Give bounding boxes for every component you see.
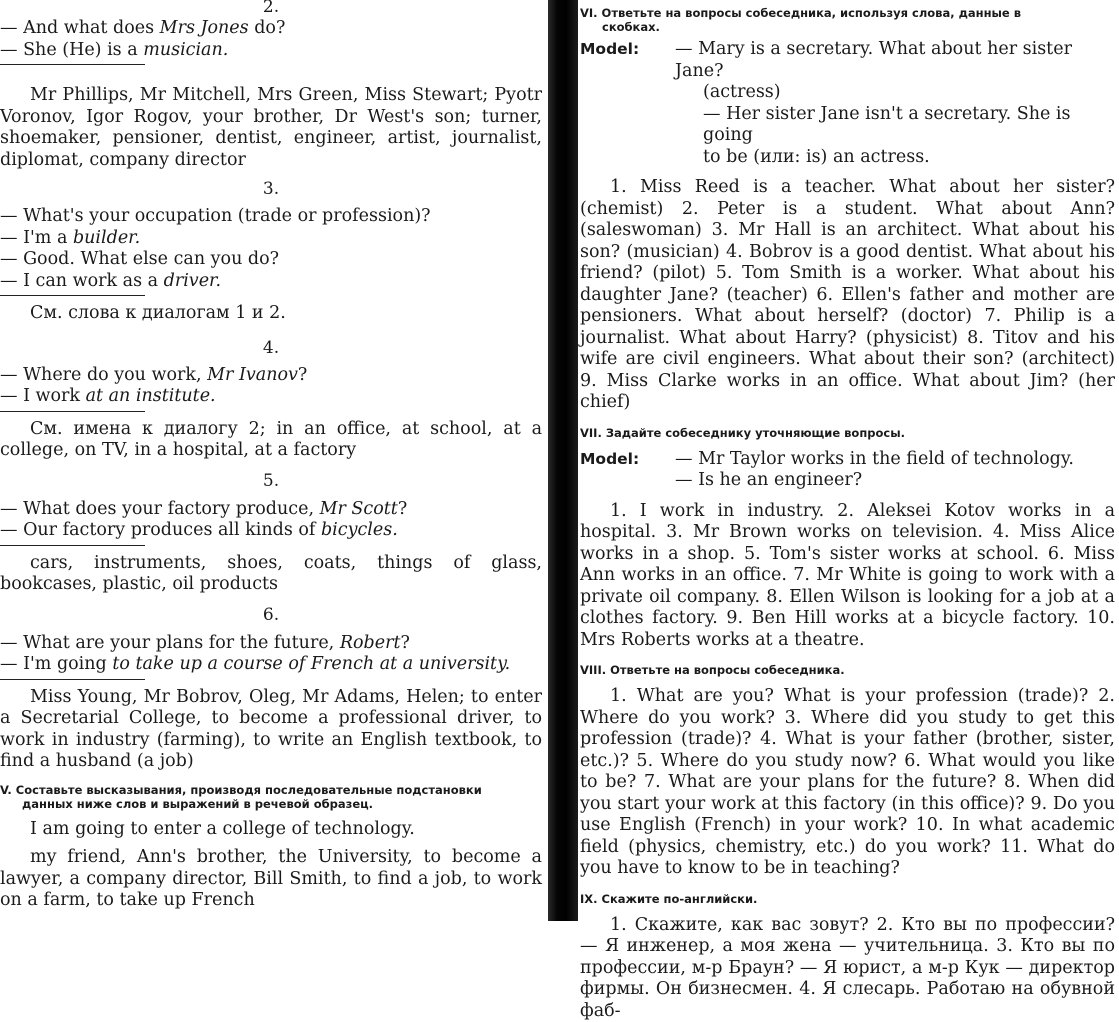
dialogue-text: — Our factory produces all kinds of — [0, 520, 321, 540]
dialogue-text: ? — [400, 633, 409, 653]
model-line: — Mary is a secretary. What about her sister Jane? — [675, 39, 1115, 82]
dialogue-3-line: — Good. What else can you do? — [0, 249, 542, 271]
exercise-6-title — [580, 6, 1115, 34]
dialogue-3-substitutions: См. слова к диалогам 1 и 2. — [0, 303, 542, 325]
dialogue-4-line — [0, 365, 542, 387]
dialogue-4-substitutions: См. имена к диалогу 2; in an office, at school, at a college, on TV, in a hospital, at a factory — [0, 419, 542, 462]
dialogue-2-substitutions: Mr Phillips, Mr Mitchell, Mrs Green, Miss Stewart; Pyotr Voronov, Igor Rogov, your brother, Dr West's son; turner, shoemaker, pensioner, dentist, engineer, artist, journalist, diplomat, company director — [0, 85, 542, 171]
dialogue-variable: musician. — [143, 40, 228, 60]
dialogue-text: ? — [298, 365, 307, 385]
exercise-7-model — [580, 449, 1115, 492]
dialogue-6-heading: 6. — [0, 605, 542, 626]
exercise-5-sample: I am going to enter a college of technology. — [0, 819, 542, 841]
dialogue-6-substitutions: Miss Young, Mr Bobrov, Oleg, Mr Adams, Helen; to enter a Secretarial College, to become a professional driver, to work in industry (farming), to write an English textbook, to find a husband (a job) — [0, 687, 542, 773]
right-page — [578, 0, 1119, 921]
dialogue-text: — I'm a — [0, 228, 73, 248]
dialogue-3-line — [0, 228, 542, 250]
exercise-9-items: 1. Скажите, как вас зовут? 2. Кто вы по профессии? — Я инженер, а моя жена — учительница. 3. Кто вы по профессии, м-р Браун? — Я юрист, а м-р Кук — директор фирмы. Он бизнесмен. 4. Я слесарь. Работаю на обувной фаб- — [580, 915, 1115, 1022]
dialogue-5-substitutions: cars, instruments, shoes, coats, things of glass, bookcases, plastic, oil products — [0, 553, 542, 596]
book-spine-shadow — [548, 0, 578, 921]
dialogue-3-line — [0, 271, 542, 293]
dialogue-variable: builder. — [73, 228, 140, 248]
dialogue-2-heading: 2. — [0, 0, 542, 18]
dialogue-variable: driver. — [164, 271, 221, 291]
exercise-5-substitutions: my friend, Ann's brother, the University, to become a lawyer, a company director, Bill Smith, to find a job, to work on a farm, to take up French — [0, 847, 542, 912]
model-line: — Is he an engineer? — [675, 470, 1115, 492]
exercise-6-items: 1. Miss Reed is a teacher. What about her sister? (chemist) 2. Peter is a student. What about Ann? (saleswoman) 3. Mr Hall is an architect. What about his son? (musician) 4. Bobrov is a good dentist. What about his friend? (pilot) 5. Tom Smith is a worker. What about his daughter Jane? (teacher) 6. Ellen's father and mother are pensioners. What about herself? (doctor) 7. Philip is a journalist. What about Harry? (physicist) 8. Titov and his wife are civil engineers. What about their son? (architect) 9. Miss Clarke works in an office. What about Jim? (her chief) — [580, 177, 1115, 414]
dialogue-2-question — [0, 18, 542, 40]
exercise-8-title: VIII. Ответьте на вопросы собеседника. — [580, 663, 1115, 677]
dialogue-variable: Mrs Jones — [160, 18, 249, 38]
left-page — [0, 0, 548, 921]
dialogue-text: — I can work as a — [0, 271, 164, 291]
exercise-title-line: данных ниже слов и выражений в речевой образец. — [0, 797, 542, 811]
dialogue-text: — What are your plans for the future, — [0, 633, 340, 653]
dialogue-6-line — [0, 654, 542, 676]
exercise-6-model — [580, 39, 1115, 168]
dialogue-3-heading: 3. — [0, 179, 542, 200]
dialogue-text: — And what does — [0, 18, 160, 38]
model-line: — Her sister Jane isn't a secretary. She is going — [675, 104, 1115, 147]
dialogue-5-line — [0, 520, 542, 542]
dialogue-variable: Mr Ivanov — [207, 365, 298, 385]
dialogue-3-line: — What's your occupation (trade or profession)? — [0, 206, 542, 228]
dialogue-text: — I work — [0, 386, 86, 406]
exercise-title-line: скобках. — [580, 20, 1115, 34]
dialogue-4-line — [0, 386, 542, 408]
dialogue-variable: Mr Scott — [320, 499, 398, 519]
exercise-5-title — [0, 783, 542, 811]
dialogue-2-answer — [0, 40, 542, 62]
model-label: Model: — [580, 449, 675, 492]
dialogue-variable: to take up a course of French at a university. — [112, 654, 510, 674]
dialogue-text: — What does your factory produce, — [0, 499, 320, 519]
dialogue-text: — She (He) is a — [0, 40, 143, 60]
dialogue-text: — I'm going — [0, 654, 112, 674]
exercise-9-title: IX. Скажите по-английски. — [580, 892, 1115, 906]
dialogue-5-heading: 5. — [0, 471, 542, 492]
exercise-7-title: VII. Задайте собеседнику уточняющие вопросы. — [580, 426, 1115, 440]
exercise-7-items: 1. I work in industry. 2. Aleksei Kotov works in a hospital. 3. Mr Brown works on television. 4. Miss Alice works in a shop. 5. Tom's sister works at school. 6. Miss Ann works in an office. 7. Mr White is going to work with a private oil company. 8. Ellen Wilson is looking for a job at a clothes factory. 9. Ben Hill works at a bicycle factory. 10. Mrs Roberts works at a theatre. — [580, 501, 1115, 652]
model-line: — Mr Taylor works in the field of technology. — [675, 449, 1115, 471]
exercise-title-line: VI. Ответьте на вопросы собеседника, используя слова, данные в — [580, 6, 1021, 20]
model-line: to be (или: is) an actress. — [675, 147, 1115, 169]
dialogue-5-line — [0, 499, 542, 521]
dialogue-variable: bicycles. — [321, 520, 398, 540]
dialogue-variable: Robert — [340, 633, 401, 653]
exercise-8-questions: 1. What are you? What is your profession (trade)? 2. Where do you work? 3. Where did you study to get this profession (trade)? 4. What is your father (brother, sister, etc.)? 5. Where do you study now? 6. What would you like to be? 7. What are your plans for the future? 8. When did you start your work at this factory (in this office)? 9. Do you use English (French) in your work? 10. In what academic field (physics, chemistry, etc.) do you work? 11. What do you have to know to be in teaching? — [580, 686, 1115, 880]
dialogue-text: ? — [398, 499, 407, 519]
dialogue-6-line — [0, 633, 542, 655]
dialogue-4-heading: 4. — [0, 338, 542, 359]
model-line: (actress) — [675, 82, 1115, 104]
dialogue-text: do? — [249, 18, 286, 38]
dialogue-variable: at an institute. — [86, 386, 216, 406]
model-label: Model: — [580, 39, 675, 168]
dialogue-text: — Where do you work, — [0, 365, 207, 385]
exercise-title-line: V. Составьте высказывания, производя последовательные подстановки — [0, 783, 482, 797]
